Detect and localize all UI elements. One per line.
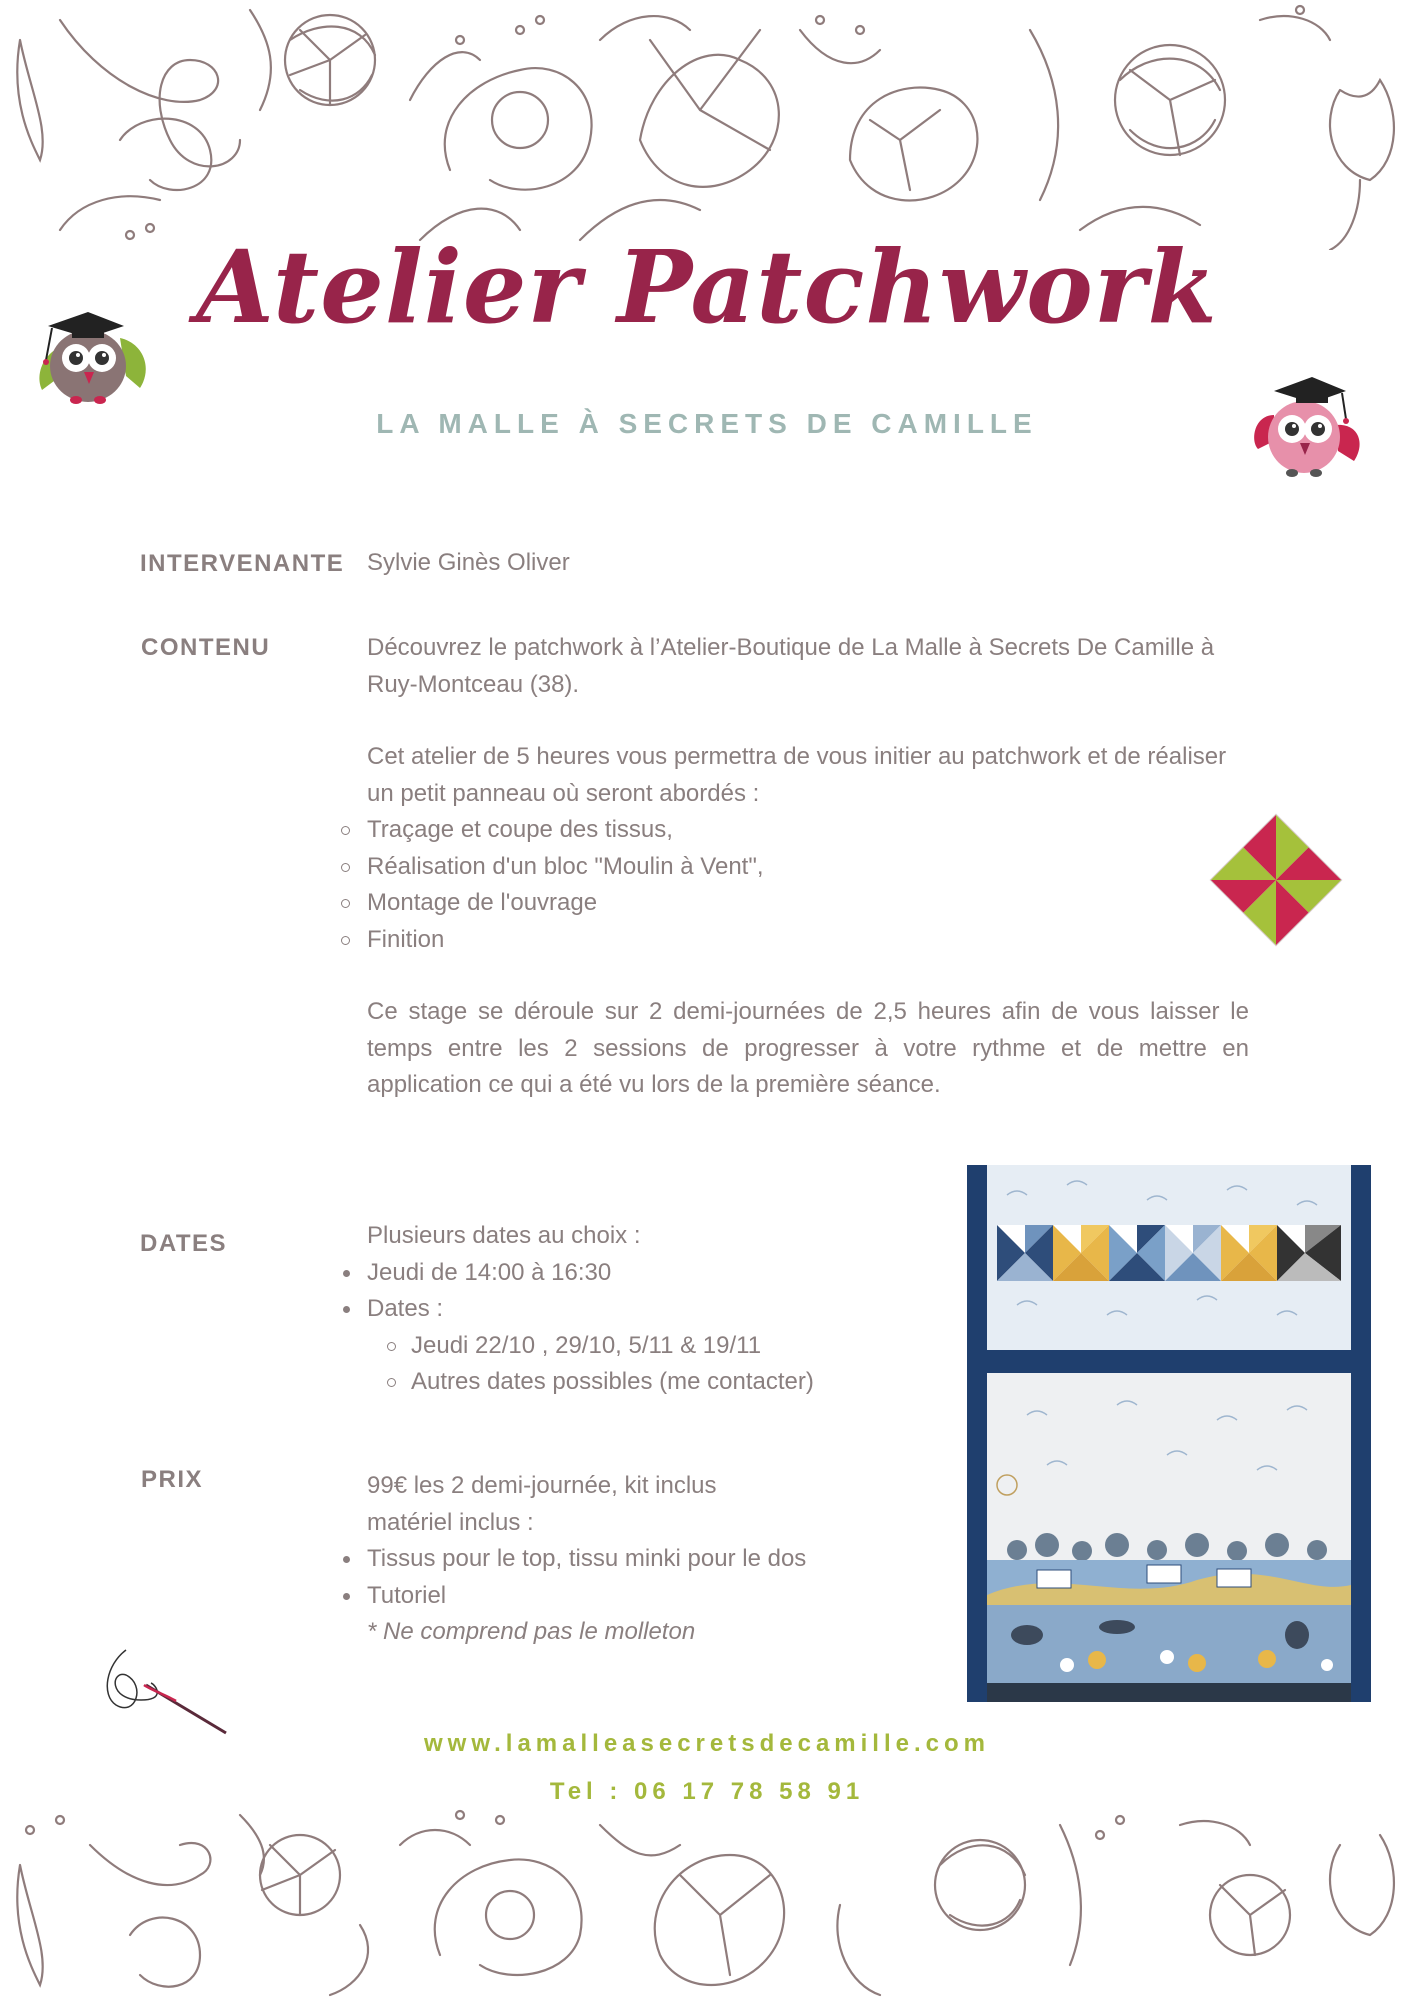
list-item: Finition bbox=[367, 922, 1249, 959]
contenu-intro: Découvrez le patchwork à l’Atelier-Boutique de La Malle à Secrets De Camille à Ruy-Montceau (38). bbox=[367, 634, 1215, 698]
needle-thread-icon bbox=[96, 1645, 236, 1740]
prix-list bbox=[367, 1541, 947, 1614]
owl-graduate-pink-icon bbox=[1248, 365, 1368, 485]
floral-banner-bottom bbox=[0, 1805, 1414, 2000]
list-item: Jeudi 22/10 , 29/10, 5/11 & 19/11 bbox=[411, 1328, 947, 1365]
contenu-block bbox=[367, 630, 1249, 1104]
pinwheel-block-icon bbox=[1208, 812, 1344, 948]
quilt-panel-photo bbox=[967, 1165, 1371, 1702]
dates-subheading: Dates : bbox=[367, 1295, 444, 1322]
flower-icon bbox=[250, 10, 375, 110]
flower-icon bbox=[800, 16, 977, 200]
list-item: Réalisation d'un bloc "Moulin à Vent", bbox=[367, 849, 1249, 886]
list-item: Autres dates possibles (me contacter) bbox=[411, 1364, 947, 1401]
label-contenu: CONTENU bbox=[141, 634, 271, 661]
flower-icon bbox=[240, 1815, 368, 1995]
flower-icon bbox=[17, 1816, 210, 1987]
list-item: Tissus pour le top, tissu minki pour le dos bbox=[367, 1541, 947, 1578]
prix-note: * Ne comprend pas le molleton bbox=[367, 1618, 696, 1645]
website-link[interactable]: www.lamalleasecretsdecamille.com bbox=[424, 1730, 990, 1757]
prix-line-2: matériel inclus : bbox=[367, 1508, 534, 1536]
floral-banner-top bbox=[0, 0, 1414, 250]
label-intervenante: INTERVENANTE bbox=[140, 550, 345, 577]
flower-icon bbox=[400, 1811, 582, 1975]
flower-icon bbox=[1030, 30, 1225, 230]
intervenante-value: Sylvie Ginès Oliver bbox=[367, 549, 570, 576]
list-item: Jeudi de 14:00 à 16:30 bbox=[367, 1255, 947, 1292]
contenu-paragraph-3: Ce stage se déroule sur 2 demi-journées de 2,5 heures afin de vous laisser le temps entre les 2 sessions de progresser à votre rythme et de mettre en application ce qui a été vu lors de la première séance. bbox=[367, 998, 1249, 1098]
owl-graduate-brown-icon bbox=[28, 298, 158, 410]
flower-icon bbox=[935, 1816, 1124, 1965]
list-item: Tutoriel bbox=[367, 1578, 947, 1615]
list-item: Traçage et coupe des tissus, bbox=[367, 812, 1249, 849]
flower-icon bbox=[1180, 1821, 1394, 1955]
dates-list bbox=[367, 1255, 947, 1401]
list-item bbox=[367, 1291, 947, 1401]
label-dates: DATES bbox=[140, 1230, 228, 1257]
dates-intro: Plusieurs dates au choix : bbox=[367, 1222, 641, 1249]
dates-block bbox=[367, 1218, 947, 1401]
list-item: Montage de l'ouvrage bbox=[367, 885, 1249, 922]
contenu-paragraph-2: Cet atelier de 5 heures vous permettra de vous initier au patchwork et de réaliser un petit panneau où seront abordés : bbox=[367, 743, 1227, 807]
flower-icon bbox=[580, 16, 779, 240]
prix-line-1: 99€ les 2 demi-journée, kit inclus bbox=[367, 1472, 717, 1499]
dates-sublist bbox=[367, 1328, 947, 1401]
flower-icon bbox=[17, 20, 240, 239]
flower-icon bbox=[600, 1825, 880, 1995]
page-subtitle: LA MALLE À SECRETS DE CAMILLE bbox=[376, 408, 1038, 439]
tulip-icon bbox=[1260, 6, 1394, 250]
contenu-list bbox=[367, 812, 1249, 958]
phone-number[interactable]: Tel : 06 17 78 58 91 bbox=[549, 1778, 865, 1805]
prix-block bbox=[367, 1468, 947, 1651]
label-prix: PRIX bbox=[141, 1466, 204, 1493]
page-title: Atelier Patchwork bbox=[196, 228, 1218, 346]
flower-icon bbox=[410, 16, 592, 240]
